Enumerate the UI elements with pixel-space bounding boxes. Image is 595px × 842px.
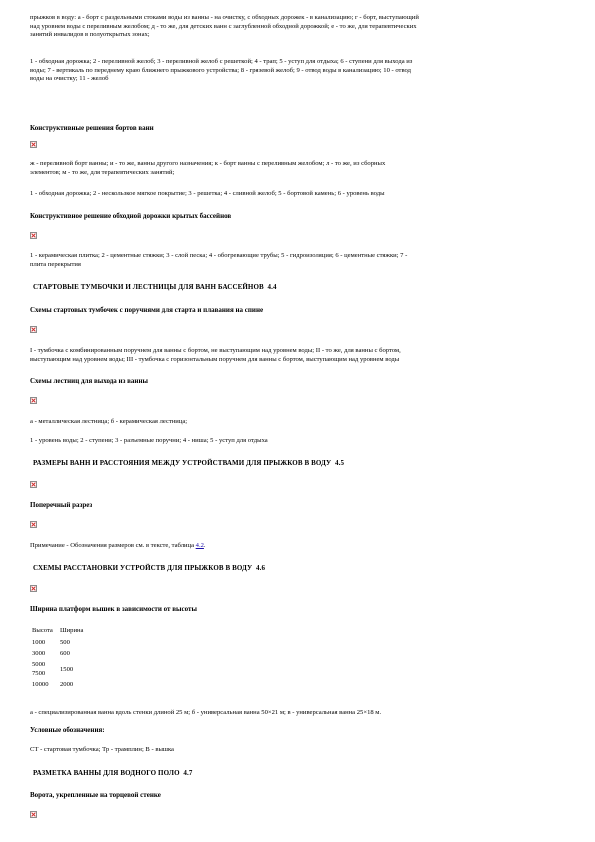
heading-razrez: Поперечный разрез [30, 501, 93, 509]
lestn-legend: 1 - уровень воды; 2 - ступени; 3 - разъемные поручни; 4 - ниша; 5 - уступ для отдыха [30, 437, 268, 444]
section-4-4-heading: СТАРТОВЫЕ ТУМБОЧКИ И ЛЕСТНИЦЫ ДЛЯ ВАНН БАССЕЙНОВ 4.4 [33, 283, 277, 291]
note-paragraph: Примечание - Обозначения размеров см. в тексте, таблица 4.2. [30, 542, 206, 549]
table-cell: 1000 [32, 639, 46, 647]
table-header-row [32, 627, 152, 635]
broken-image-icon [30, 521, 37, 528]
table-cell: 1500 [60, 665, 74, 673]
section-4-7-heading: РАЗМЕТКА ВАННЫ ДЛЯ ВОДНОГО ПОЛО 4.7 [33, 769, 193, 777]
table-cell: 500 [60, 639, 70, 647]
heading-lestn: Схемы лестниц для выхода из ванны [30, 377, 148, 385]
table-cell: 600 [60, 649, 70, 657]
section-4-5-heading: РАЗМЕРЫ ВАНН И РАССТОЯНИЯ МЕЖДУ УСТРОЙСТВАМИ ДЛЯ ПРЫЖКОВ В ВОДУ 4.5 [33, 459, 345, 467]
heading-tumb: Схемы стартовых тумбочек с поручнями для старта и плавания на спине [30, 306, 264, 314]
broken-image-icon [30, 326, 37, 333]
section-4-6-heading: СХЕМЫ РАССТАНОВКИ УСТРОЙСТВ ДЛЯ ПРЫЖКОВ В ВОДУ 4.6 [33, 564, 266, 572]
heading-bort: Конструктивные решения бортов ванн [30, 124, 154, 132]
heading-shirina: Ширина платформ вышек в зависимости от высоты [30, 605, 197, 613]
vanny-paragraph: а - специализированная ванна вдоль стенки длиной 25 м; б - универсальная ванна 50×21 м; в - универсальная ванна 25×18 м. [30, 709, 382, 716]
broken-image-icon [30, 481, 37, 488]
table-row [32, 650, 152, 658]
obkhod-paragraph: 1 - керамическая плитка; 2 - цементные стяжки; 3 - слой песка; 4 - обогревающие трубы; 5 - гидроизоляция; 6 - цементные стяжки; 7 - плита перекрытия [30, 252, 408, 268]
broken-image-icon [30, 232, 37, 239]
broken-image-icon [30, 585, 37, 592]
broken-image-icon [30, 141, 37, 148]
tumb-paragraph: I - тумбочка с комбинированным поручнем для ванны с бортом, не выступающим над уровнем воды; II - то же, для ванны с бортом, выступающим над уровнем воды; III - тумбочка с горизонтальным поручнем для ванны с бортом, выступающим над уровнем воды [30, 347, 401, 363]
bort-paragraph: ж - переливной борт ванны; и - то же, ванны другого назначения; к - борт ванны с переливным желобом; л - то же, из сборных элементов; м - то же, для терапевтических занятий; [30, 160, 386, 176]
table-header-cell: Высота [32, 627, 53, 634]
table-cell: 2000 [60, 681, 74, 689]
platform-width-table [32, 627, 152, 689]
table-cell: 3000 [32, 649, 46, 657]
uslov-paragraph: СТ - стартовая тумбочка; Тр - трамплин; В - вышка [30, 746, 174, 753]
table-cell: 5000 [32, 661, 46, 669]
table-row [32, 639, 152, 647]
table-row [32, 681, 152, 689]
table-row [32, 666, 152, 678]
intro-paragraph: прыжков в воду: а - борт с раздельными стоками воды из ванны - на очистку, с обходных дорожек - в канализацию; г - борт, выступающий над уровнем воды с переливным желобом; д - то же, для детских ванн с заглубленной обходной дорожкой; е - то же, для терапевтических занятий инвалидов в полуоткрытых зонах; [30, 14, 419, 39]
heading-vorota: Ворота, укрепленные на торцевой стенке [30, 791, 161, 799]
legend-paragraph: 1 - обходная дорожка; 2 - переливной желоб; 3 - переливной желоб с решеткой; 4 - трап; 5 - уступ для отдыха; 6 - ступени для выхода из воды; 7 - вертикаль по переднему краю ближнего прыжкового устройства; 8 - грязевой желоб; 9 - отвод воды в канализацию; 10 - отвод воды на очистку; 11 - желоб [30, 58, 413, 83]
table-header-cell: Ширина [60, 627, 84, 634]
table-4-2-link[interactable]: 4.2 [195, 542, 204, 549]
broken-image-icon [30, 397, 37, 404]
lestn-paragraph: а - металлическая лестница; б - керамическая лестница; [30, 418, 188, 425]
broken-image-icon [30, 811, 37, 818]
heading-obkhod: Конструктивное решение обходной дорожки крытых бассейнов [30, 212, 232, 220]
table-cell: 7500 [32, 669, 46, 677]
bort-legend: 1 - обходная дорожка; 2 - нескользкое мягкое покрытие; 3 - решетка; 4 - сливной желоб; 5 - бортовой камень; 6 - уровень воды [30, 190, 385, 197]
table-cell: 10000 [32, 681, 49, 689]
heading-uslov: Условные обозначения: [30, 726, 105, 734]
